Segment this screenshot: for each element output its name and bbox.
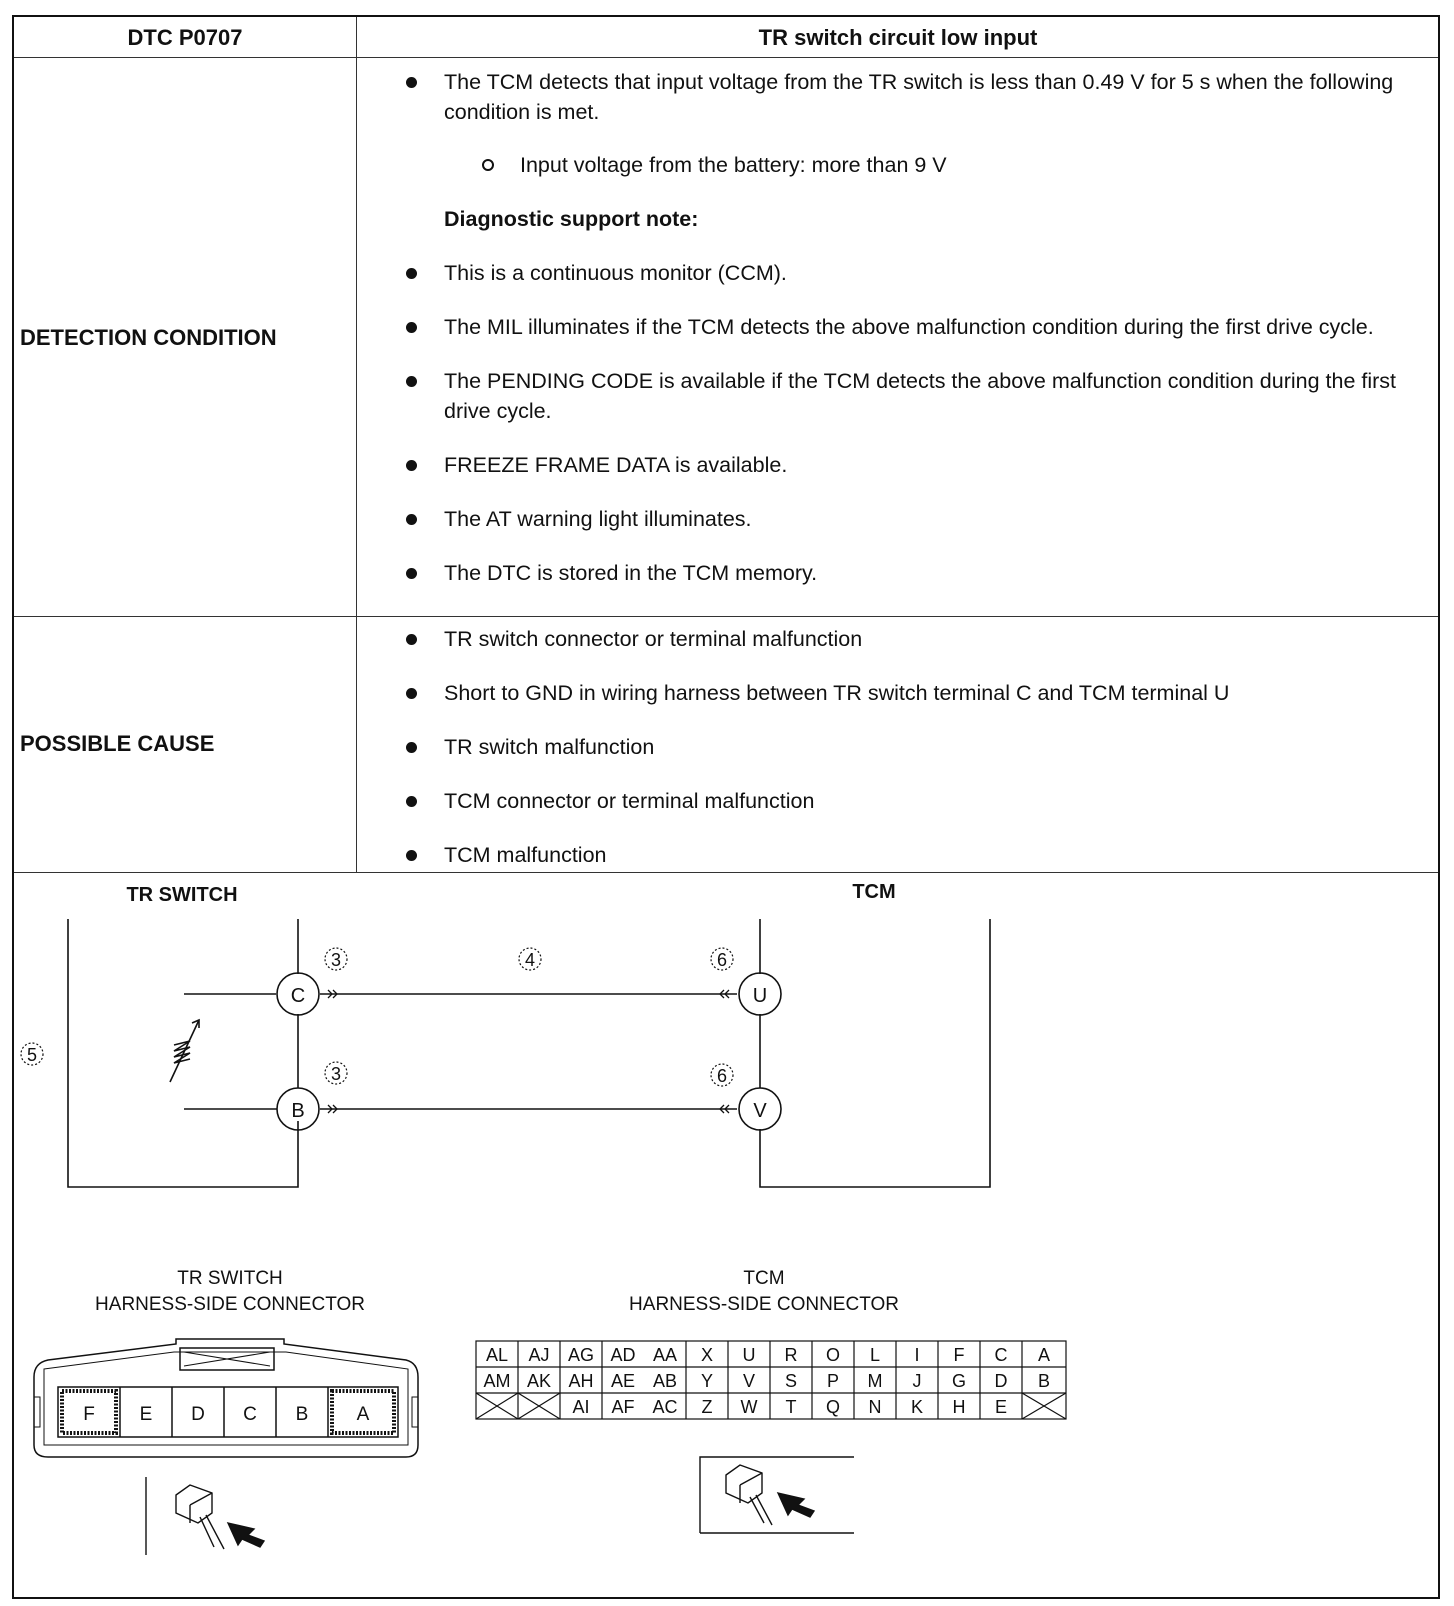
tr-pin: E (139, 1404, 153, 1425)
tcm-pin: B (1037, 1371, 1051, 1391)
tcm-pin: Q (825, 1397, 841, 1417)
possible-cause-label: POSSIBLE CAUSE (20, 731, 215, 756)
tr-connector-title-line2: HARNESS-SIDE CONNECTOR (95, 1294, 365, 1315)
callout-3-b: 3 (330, 1064, 342, 1084)
tcm-pin: P (826, 1371, 840, 1391)
cause-item: Short to GND in wiring harness between TR switch terminal C and TCM terminal U (406, 678, 1418, 708)
tcm-label: TCM (852, 881, 896, 903)
tcm-pin: A (1037, 1345, 1051, 1365)
tcm-pin: X (700, 1345, 714, 1365)
tcm-pin: AI (572, 1397, 590, 1417)
cause-item: TCM malfunction (406, 840, 1418, 870)
tcm-connector-grid (476, 1341, 1066, 1419)
tcm-pin: F (953, 1345, 965, 1365)
tr-pin: C (243, 1404, 257, 1425)
tr-switch-connector (34, 1339, 418, 1457)
tcm-connector-title-line1: TCM (743, 1268, 785, 1289)
callout-3-c: 3 (330, 950, 342, 970)
tcm-pin: I (914, 1345, 920, 1365)
tcm-pin: R (784, 1345, 798, 1365)
callout-6-u: 6 (716, 950, 728, 970)
tcm-pin: L (869, 1345, 881, 1365)
tcm-pin: AD (610, 1345, 636, 1365)
terminal-u-label: U (752, 985, 768, 1007)
detection-item: This is a continuous monitor (CCM). (406, 258, 1418, 288)
tcm-pin: AH (568, 1371, 594, 1391)
tcm-pin: M (867, 1371, 883, 1391)
callout-circles (21, 948, 733, 1086)
tr-connector-view-icon (146, 1477, 264, 1555)
detection-item: The PENDING CODE is available if the TCM detects the above malfunction condition during the first drive cycle. (406, 366, 1418, 426)
tr-pin: B (295, 1404, 309, 1425)
tcm-pin: J (912, 1371, 922, 1391)
detection-item: The DTC is stored in the TCM memory. (406, 558, 1418, 588)
detection-item: FREEZE FRAME DATA is available. (406, 450, 1418, 480)
callout-4: 4 (524, 950, 536, 970)
tcm-pin: E (994, 1397, 1008, 1417)
tr-connector-title-line1: TR SWITCH (177, 1268, 283, 1289)
tcm-connector-title-line2: HARNESS-SIDE CONNECTOR (629, 1294, 899, 1315)
terminal-v-label: V (753, 1100, 767, 1122)
callout-5: 5 (26, 1045, 38, 1065)
tcm-pin: N (868, 1397, 882, 1417)
tr-connector-pins (83, 1404, 369, 1425)
tcm-pin: V (742, 1371, 756, 1391)
tr-switch-label: TR SWITCH (126, 884, 238, 906)
tcm-connector-view-icon (700, 1457, 854, 1533)
tcm-pin: AB (652, 1371, 678, 1391)
tcm-pin: K (910, 1397, 924, 1417)
variable-resistor-icon (170, 1020, 199, 1082)
tcm-pin: G (951, 1371, 967, 1391)
tcm-pin: Z (701, 1397, 713, 1417)
callout-6-v: 6 (716, 1066, 728, 1086)
detection-condition-label: DETECTION CONDITION (20, 325, 277, 350)
dtc-title: TR switch circuit low input (758, 25, 1038, 50)
tcm-pin: AC (652, 1397, 678, 1417)
terminal-c-label: C (290, 985, 306, 1007)
cause-item: TR switch malfunction (406, 732, 1418, 762)
detection-subitem: Input voltage from the battery: more than 9 V (406, 150, 1418, 180)
tcm-pin: O (825, 1345, 841, 1365)
detection-item: The AT warning light illuminates. (406, 504, 1418, 534)
tcm-pin: T (785, 1397, 797, 1417)
cause-item: TR switch connector or terminal malfunction (406, 624, 1418, 654)
tcm-pin: C (994, 1345, 1008, 1365)
dtc-table (12, 15, 1440, 1599)
wiring-diagram (14, 17, 1438, 1597)
tcm-pin: AE (610, 1371, 636, 1391)
diagnostic-note-heading: Diagnostic support note: (444, 207, 699, 231)
dtc-code: DTC P0707 (127, 25, 243, 50)
tr-pin: A (356, 1404, 370, 1425)
tcm-pin: D (994, 1371, 1008, 1391)
cause-item: TCM connector or terminal malfunction (406, 786, 1418, 816)
connector-arrow-icon (328, 990, 729, 1113)
tr-pin: D (191, 1404, 205, 1425)
tcm-pin: AA (652, 1345, 678, 1365)
tcm-pin: Y (700, 1371, 714, 1391)
tcm-pin: AK (526, 1371, 552, 1391)
tr-pin: F (83, 1404, 95, 1425)
tcm-pin: U (742, 1345, 756, 1365)
tcm-pin: AJ (528, 1345, 550, 1365)
terminal-b-label: B (291, 1100, 305, 1122)
detection-item: The MIL illuminates if the TCM detects the above malfunction condition during the first drive cycle. (406, 312, 1418, 342)
tcm-pin: AM (483, 1371, 511, 1391)
tcm-pin: W (740, 1397, 758, 1417)
tcm-outline (760, 919, 990, 1187)
tcm-pin: AL (485, 1345, 509, 1365)
tcm-connector-pins (484, 1345, 1051, 1417)
detection-item: The TCM detects that input voltage from the TR switch is less than 0.49 V for 5 s when the following condition is met. (406, 67, 1418, 127)
tcm-pin: H (952, 1397, 966, 1417)
tcm-pin: AF (611, 1397, 635, 1417)
tcm-pin: S (784, 1371, 798, 1391)
tcm-pin: AG (567, 1345, 595, 1365)
